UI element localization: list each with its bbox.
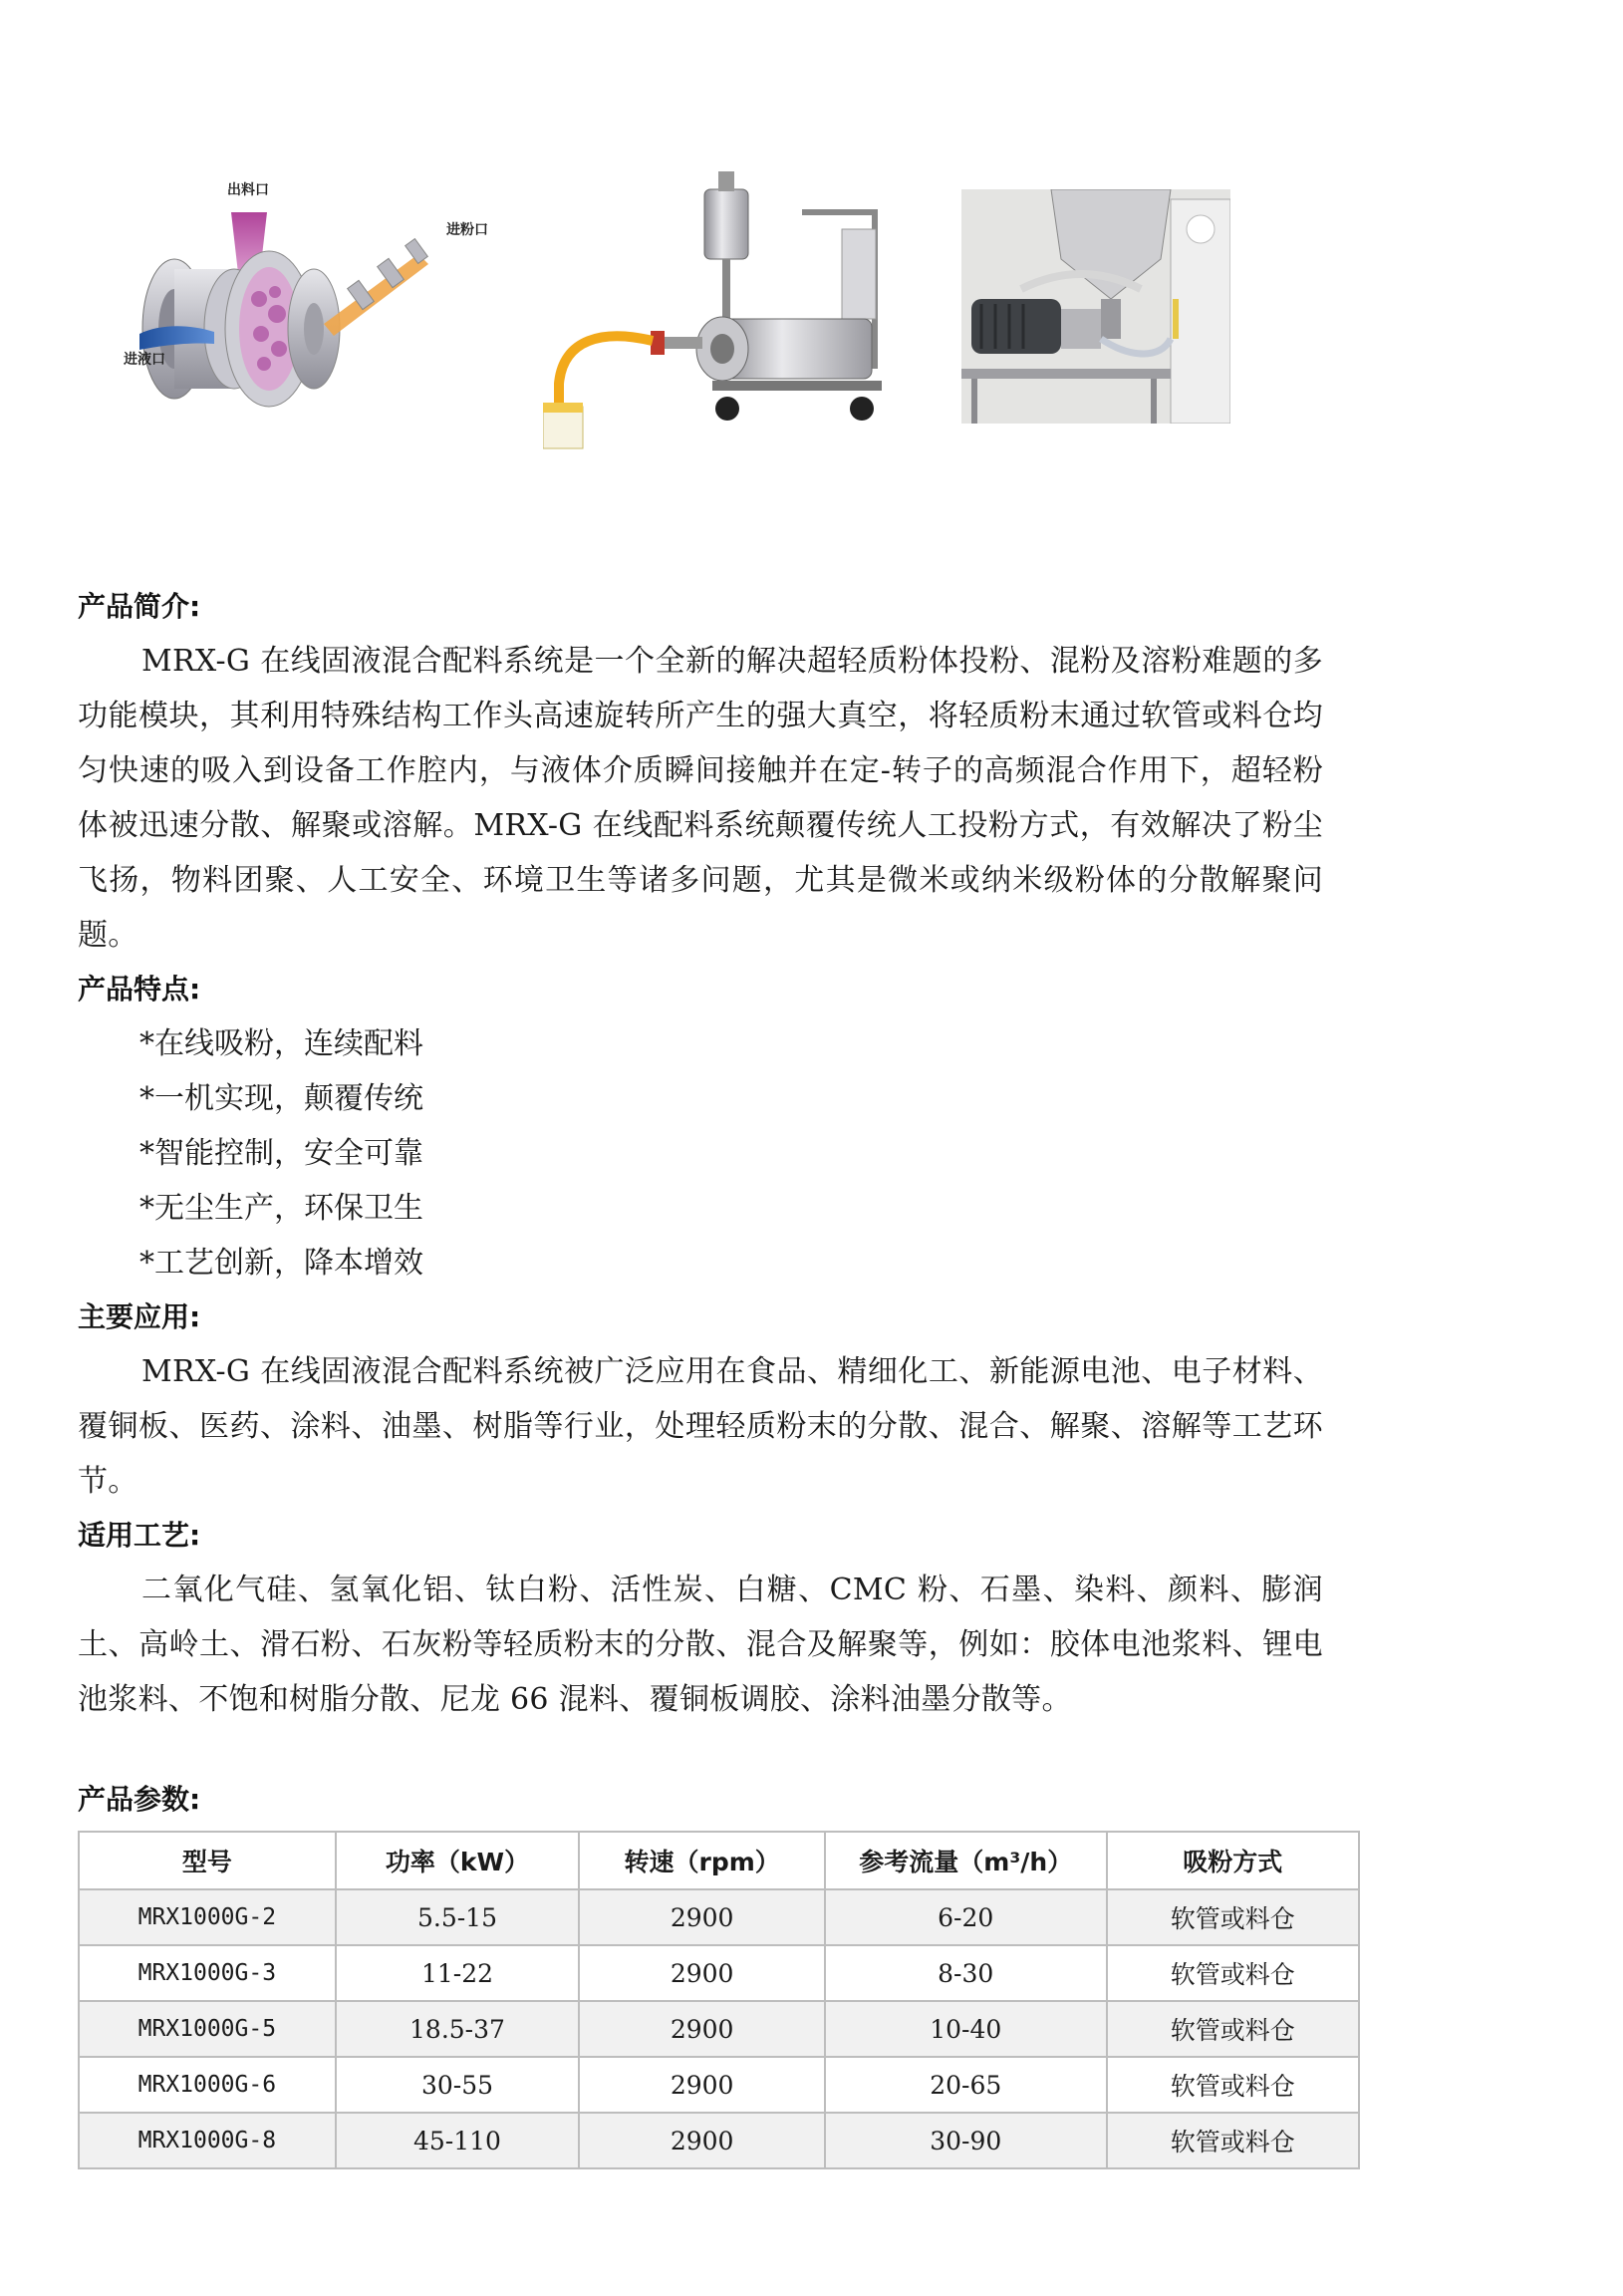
mobile-mixer-photo xyxy=(543,169,912,453)
cell-suction: 软管或料仓 xyxy=(1107,1889,1359,1945)
table-row xyxy=(79,1945,1359,2001)
cell-speed: 2900 xyxy=(579,2001,825,2057)
cell-flow: 20-65 xyxy=(825,2057,1107,2113)
feature-item: *工艺创新，降本增效 xyxy=(139,1246,423,1281)
col-header-suction: 吸粉方式 xyxy=(1107,1832,1359,1889)
cell-flow: 10-40 xyxy=(825,2001,1107,2057)
cell-power: 30-55 xyxy=(336,2057,580,2113)
working-head-diagram xyxy=(120,174,498,433)
params-heading: 产品参数: xyxy=(78,1783,201,1816)
feature-item: *智能控制，安全可靠 xyxy=(139,1136,423,1171)
feature-item: *一机实现，颠覆传统 xyxy=(139,1081,423,1116)
cell-model: MRX1000G-6 xyxy=(79,2057,336,2113)
table-row xyxy=(79,1889,1359,1945)
applications-paragraph: MRX-G 在线固液混合配料系统被广泛应用在食品、精细化工、新能源电池、电子材料、覆铜板、医药、涂料、油墨、树脂等行业，处理轻质粉末的分散、混合、解聚、溶解等工艺环节。 xyxy=(78,1354,1323,1499)
label-outlet: 出料口 xyxy=(227,182,269,198)
table-header-row xyxy=(79,1832,1359,1889)
powder-stream xyxy=(324,254,428,336)
cell-power: 45-110 xyxy=(336,2113,580,2168)
params-table xyxy=(78,1831,1360,2169)
cell-model: MRX1000G-5 xyxy=(79,2001,336,2057)
cell-suction: 软管或料仓 xyxy=(1107,2113,1359,2168)
col-header-model: 型号 xyxy=(79,1832,336,1889)
cell-flow: 8-30 xyxy=(825,1945,1107,2001)
table-row xyxy=(79,2057,1359,2113)
intro-paragraph: MRX-G 在线固液混合配料系统是一个全新的解决超轻质粉体投粉、混粉及溶粉难题的多功能模块，其利用特殊结构工作头高速旋转所产生的强大真空，将轻质粉末通过软管或料仓均匀快速的吸入到设备工作腔内，与液体介质瞬间接触并在定-转子的高频混合作用下，超轻粉体被迅速分散、解聚或溶解。MRX-G 在线配料系统颠覆传统人工投粉方式，有效解决了粉尘飞扬，物料团聚、人工安全、环境卫生等诸多问题，尤其是微米或纳米级粉体的分散解聚问题。 xyxy=(78,644,1323,953)
mobile-mixer-graphic xyxy=(543,169,912,453)
col-header-power: 功率（kW） xyxy=(336,1832,580,1889)
product-content xyxy=(78,580,1323,2169)
feature-item: *无尘生产，环保卫生 xyxy=(139,1191,423,1226)
col-header-speed: 转速（rpm） xyxy=(579,1832,825,1889)
installed-system-graphic xyxy=(961,189,1230,424)
cell-speed: 2900 xyxy=(579,2057,825,2113)
cell-flow: 6-20 xyxy=(825,1889,1107,1945)
table-row xyxy=(79,2001,1359,2057)
applications-heading: 主要应用: xyxy=(78,1300,201,1333)
cell-power: 11-22 xyxy=(336,1945,580,2001)
label-liquid-inlet: 进液口 xyxy=(124,352,165,368)
cell-speed: 2900 xyxy=(579,2113,825,2168)
cell-model: MRX1000G-8 xyxy=(79,2113,336,2168)
processes-paragraph: 二氧化气硅、氢氧化铝、钛白粉、活性炭、白糖、CMC 粉、石墨、染料、颜料、膨润土、高岭土、滑石粉、石灰粉等轻质粉末的分散、混合及解聚等，例如：胶体电池浆料、锂电池浆料、不饱和树脂分散、尼龙 66 混料、覆铜板调胶、涂料油墨分散等。 xyxy=(78,1573,1323,1717)
installed-system-photo xyxy=(961,189,1230,424)
intro-heading: 产品简介: xyxy=(78,590,201,623)
cell-suction: 软管或料仓 xyxy=(1107,2001,1359,2057)
cell-speed: 2900 xyxy=(579,1889,825,1945)
cell-suction: 软管或料仓 xyxy=(1107,1945,1359,2001)
label-powder-inlet: 进粉口 xyxy=(446,222,488,238)
cell-model: MRX1000G-2 xyxy=(79,1889,336,1945)
features-list xyxy=(78,1016,1323,1291)
powder-hose xyxy=(559,336,653,409)
cell-flow: 30-90 xyxy=(825,2113,1107,2168)
working-head-diagram-graphic xyxy=(120,174,498,433)
table-row xyxy=(79,2113,1359,2168)
cell-suction: 软管或料仓 xyxy=(1107,2057,1359,2113)
cell-model: MRX1000G-3 xyxy=(79,1945,336,2001)
col-header-flow: 参考流量（m³/h） xyxy=(825,1832,1107,1889)
processes-heading: 适用工艺: xyxy=(78,1519,201,1552)
cell-power: 5.5-15 xyxy=(336,1889,580,1945)
features-heading: 产品特点: xyxy=(78,973,201,1005)
cell-speed: 2900 xyxy=(579,1945,825,2001)
cell-power: 18.5-37 xyxy=(336,2001,580,2057)
feature-item: *在线吸粉，连续配料 xyxy=(139,1026,423,1061)
